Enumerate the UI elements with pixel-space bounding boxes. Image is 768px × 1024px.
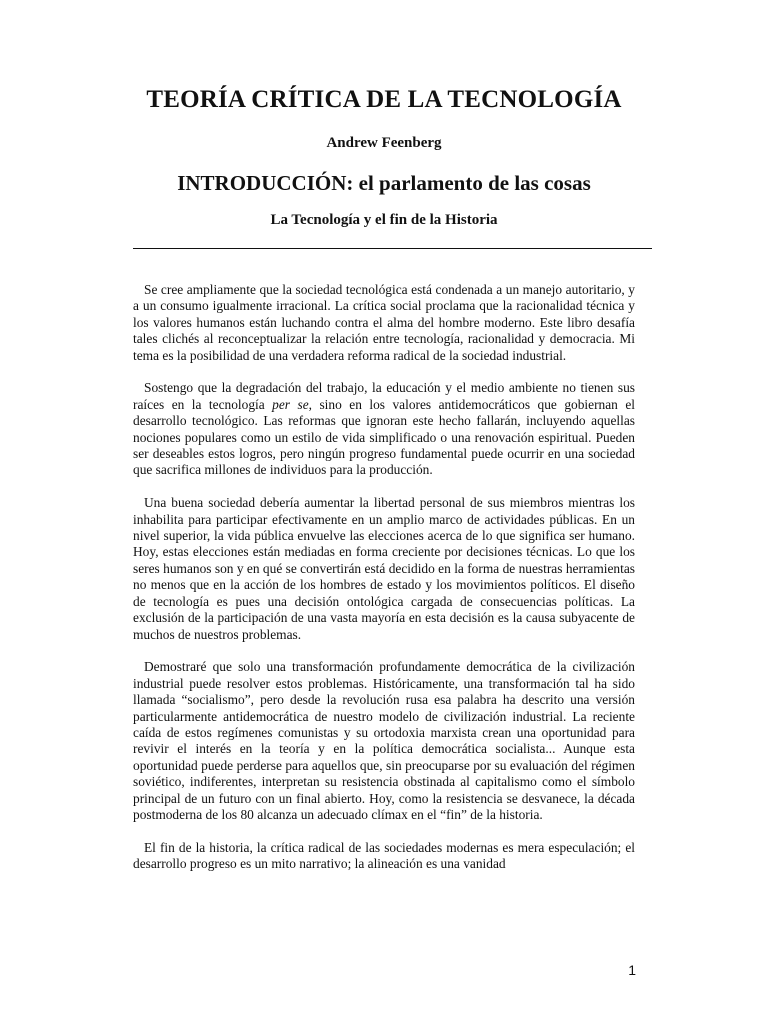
paragraph-2 [133,380,635,478]
body-text [133,282,635,889]
paragraph-1: Se cree ampliamente que la sociedad tecnológica está condenada a un manejo autoritario, y a un consumo igualmente irracional. La crítica social proclama que la racionalidad técnica y los valores humanos están luchando contra el alma del hombre moderno. Este libro desafía tales clichés al reconceptualizar la relación entre tecnología, racionalidad y democracia. Mi tema es la posibilidad de una verdadera reforma radical de la sociedad industrial. [133,282,635,363]
paragraph-2-before: Sostengo que la degradación del trabajo, la educación y el medio ambiente no tienen sus raíces en la tecnología [133,380,635,412]
paragraph-4: Demostraré que solo una transformación profundamente democrática de la civilización industrial puede resolver estos problemas. Históricamente, una transformación tal ha sido llamada “socialismo”, pero desde la revolución rusa esa palabra ha descrito una versión particularmente antidemocrática de nuestro modelo de civilización industrial. La reciente caída de estos regímenes comunistas y su ortodoxia marxista crean una oportunidad para revivir el interés en la teoría y en la política democrática socialista... Aunque esta oportunidad puede perderse para aquellos que, sin preocuparse por su evaluación del régimen soviético, indiferentes, interpretan su resistencia obstinada al capitalismo como el símbolo principal de un futuro con un final abierto. Hoy, como la resistencia se desvanece, la década postmoderna de los 80 alcanza un adecuado clímax en el “fin” de la historia. [133,659,635,822]
paragraph-5: El fin de la historia, la crítica radical de las sociedades modernas es mera especulación; el desarrollo progreso es un mito narrativo; la alineación es una vanidad [133,839,635,872]
horizontal-rule [133,248,652,249]
page-number: 1 [628,962,636,978]
document-title: TEORÍA CRÍTICA DE LA TECNOLOGÍA [146,86,622,113]
paragraph-3: Una buena sociedad debería aumentar la libertad personal de sus miembros mientras los inhabilita para participar efectivamente en un amplio marco de actividades públicas. En un nivel superior, la vida pública envuelve las elecciones acerca de lo que significa ser humano. Hoy, estas elecciones están mediadas en forma creciente por decisiones técnicas. Lo que los seres humanos son y en qué se convertirán está decidido en la forma de nuestras herramientas no menos que en la acción de los hombres de estado y los movimientos políticos. El diseño de tecnología es pues una decisión ontológica cargada de consecuencias políticas. La exclusión de la participación de una vasta mayoría en esta decisión es la causa subyacente de muchos de nuestros problemas. [133,495,635,642]
paragraph-2-after: , sino en los valores antidemocráticos que gobiernan el desarrollo tecnológico. Las reformas que ignoran este hecho fallarán, incluyendo aquellas nociones populares como un estilo de vida simplificado o una renovación espiritual. Pueden ser deseables estos logros, pero ningún progreso fundamental puede ocurrir en una sociedad que sacrifica millones de individuos para la producción. [133,396,635,478]
intro-heading: INTRODUCCIÓN: el parlamento de las cosas [177,171,591,195]
author-name: Andrew Feenberg [326,135,442,151]
paragraph-2-emphasis: per se [272,396,309,412]
section-heading: La Tecnología y el fin de la Historia [270,212,498,228]
